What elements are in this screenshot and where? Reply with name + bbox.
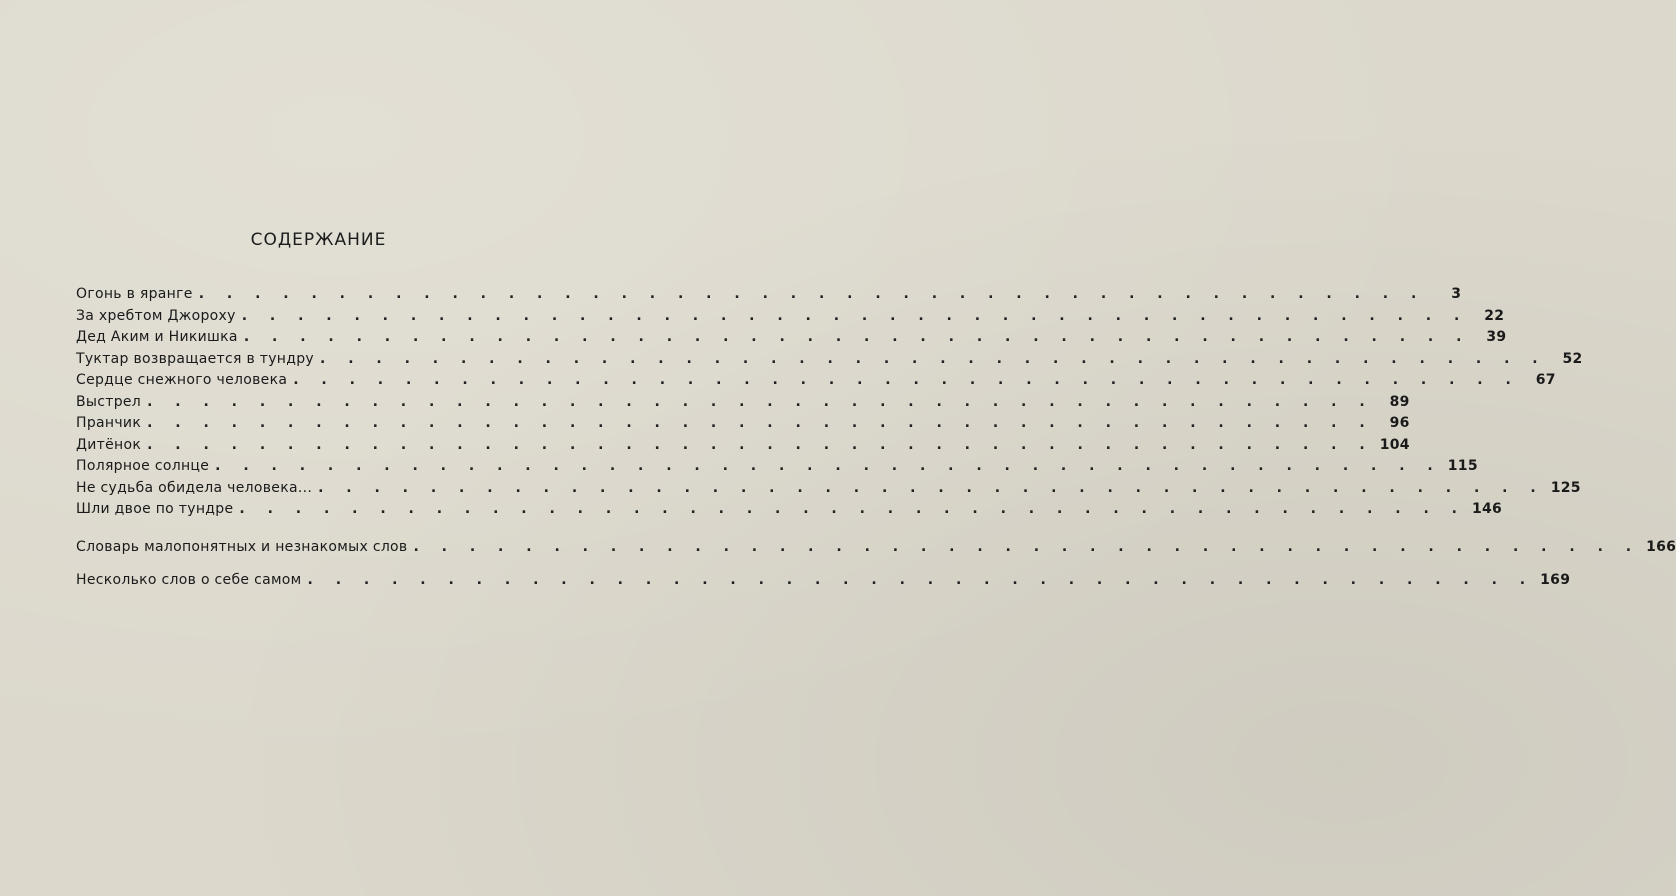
dot-leader: . . . . . . . . . . . . . . . . . . . . . . . . . . . . . . . . . . . . . . . . . . . . xyxy=(198,286,1426,302)
toc-entry xyxy=(76,393,1410,416)
toc-entry-page: 52 xyxy=(1562,350,1583,367)
toc-entry xyxy=(76,307,1505,330)
toc-entry-page: 39 xyxy=(1486,329,1507,345)
dot-leader: . . . . . . . . . . . . . . . . . . . . . . . . . . . . . . . . . . . . . . . . . . . . xyxy=(241,307,1469,324)
page-title: СОДЕРЖАНИЕ xyxy=(250,230,387,250)
dot-leader: . . . . . . . . . . . . . . . . . . . . . . . . . . . . . . . . . . . . . . . . . . . . xyxy=(293,372,1520,388)
toc-entry-title: Шли двое по тундре xyxy=(76,501,234,517)
toc-entry xyxy=(76,458,1478,480)
dot-leader: . . . . . . . . . . . . . . . . . . . . . . . . . . . . . . . . . . . . . . . . . . . . xyxy=(147,436,1374,453)
toc-entry xyxy=(76,372,1556,394)
toc-entry-page: 115 xyxy=(1447,458,1478,474)
toc-entry xyxy=(76,286,1462,308)
toc-entry-title: Дед Аким и Никишка xyxy=(76,329,238,345)
dot-leader: . . . . . . . . . . . . . . . . . . . . . . . . . . . . . . . . . . . . . . . . . . . . xyxy=(147,393,1374,410)
toc-entry-page: 169 xyxy=(1540,572,1571,588)
toc-entry-page: 22 xyxy=(1484,307,1505,324)
toc-entry-title: Огонь в яранге xyxy=(76,286,193,302)
dot-leader: . . . . . . . . . . . . . . . . . . . . . . . . . . . . . . . . . . . . . . . . . . . . xyxy=(413,538,1641,555)
toc-entry xyxy=(76,479,1581,502)
toc-entry-title: За хребтом Джороху xyxy=(76,307,236,324)
toc-entry-title: Туктар возвращается в тундру xyxy=(76,350,314,367)
toc-entry-glossary xyxy=(76,538,1676,561)
toc-entry-title: Выстрел xyxy=(76,393,142,410)
toc-entry xyxy=(76,329,1507,351)
toc-entry-page: 104 xyxy=(1379,436,1410,453)
toc-entry-title: Полярное солнце xyxy=(76,458,210,474)
dot-leader: . . . . . . . . . . . . . . . . . . . . . . . . . . . . . . . . . . . . . . . . . . . . xyxy=(320,350,1547,367)
toc-entry xyxy=(76,350,1583,373)
toc-entry-page: 146 xyxy=(1471,501,1503,517)
toc-entry-page: 96 xyxy=(1389,415,1410,431)
toc-entry-title: Дитёнок xyxy=(76,436,142,453)
toc-entry xyxy=(76,415,1410,437)
table-of-contents xyxy=(76,286,1676,594)
dot-leader: . . . . . . . . . . . . . . . . . . . . . . . . . . . . . . . . . . . . . . . . . . . . xyxy=(239,501,1466,517)
toc-entry-title: Пранчик xyxy=(76,415,142,431)
toc-entry-page: 89 xyxy=(1389,393,1410,410)
toc-entry-title: Сердце снежного человека xyxy=(76,372,288,388)
dot-leader: . . . . . . . . . . . . . . . . . . . . . . . . . . . . . . . . . . . . . . . . . . . . xyxy=(318,479,1545,496)
toc-entry-page: 125 xyxy=(1550,479,1581,496)
toc-entry-title: Не судьба обидела человека... xyxy=(76,479,313,496)
dot-leader: . . . . . . . . . . . . . . . . . . . . . . . . . . . . . . . . . . . . . . . . . . . . xyxy=(307,572,1535,588)
toc-entry-afterword xyxy=(76,572,1571,594)
dot-leader: . . . . . . . . . . . . . . . . . . . . . . . . . . . . . . . . . . . . . . . . . . . . xyxy=(147,415,1374,431)
toc-entry-page: 67 xyxy=(1535,372,1556,388)
toc-entry-page: 3 xyxy=(1451,286,1462,302)
dot-leader: . . . . . . . . . . . . . . . . . . . . . . . . . . . . . . . . . . . . . . . . . . . . xyxy=(243,329,1471,345)
toc-entry-title: Словарь малопонятных и незнакомых слов xyxy=(76,538,408,555)
toc-entry-page: 166 xyxy=(1646,538,1676,555)
toc-entry xyxy=(76,436,1410,459)
toc-entry xyxy=(76,501,1503,523)
dot-leader: . . . . . . . . . . . . . . . . . . . . . . . . . . . . . . . . . . . . . . . . . . . . xyxy=(215,458,1442,474)
toc-entry-title: Несколько слов о себе самом xyxy=(76,572,302,588)
